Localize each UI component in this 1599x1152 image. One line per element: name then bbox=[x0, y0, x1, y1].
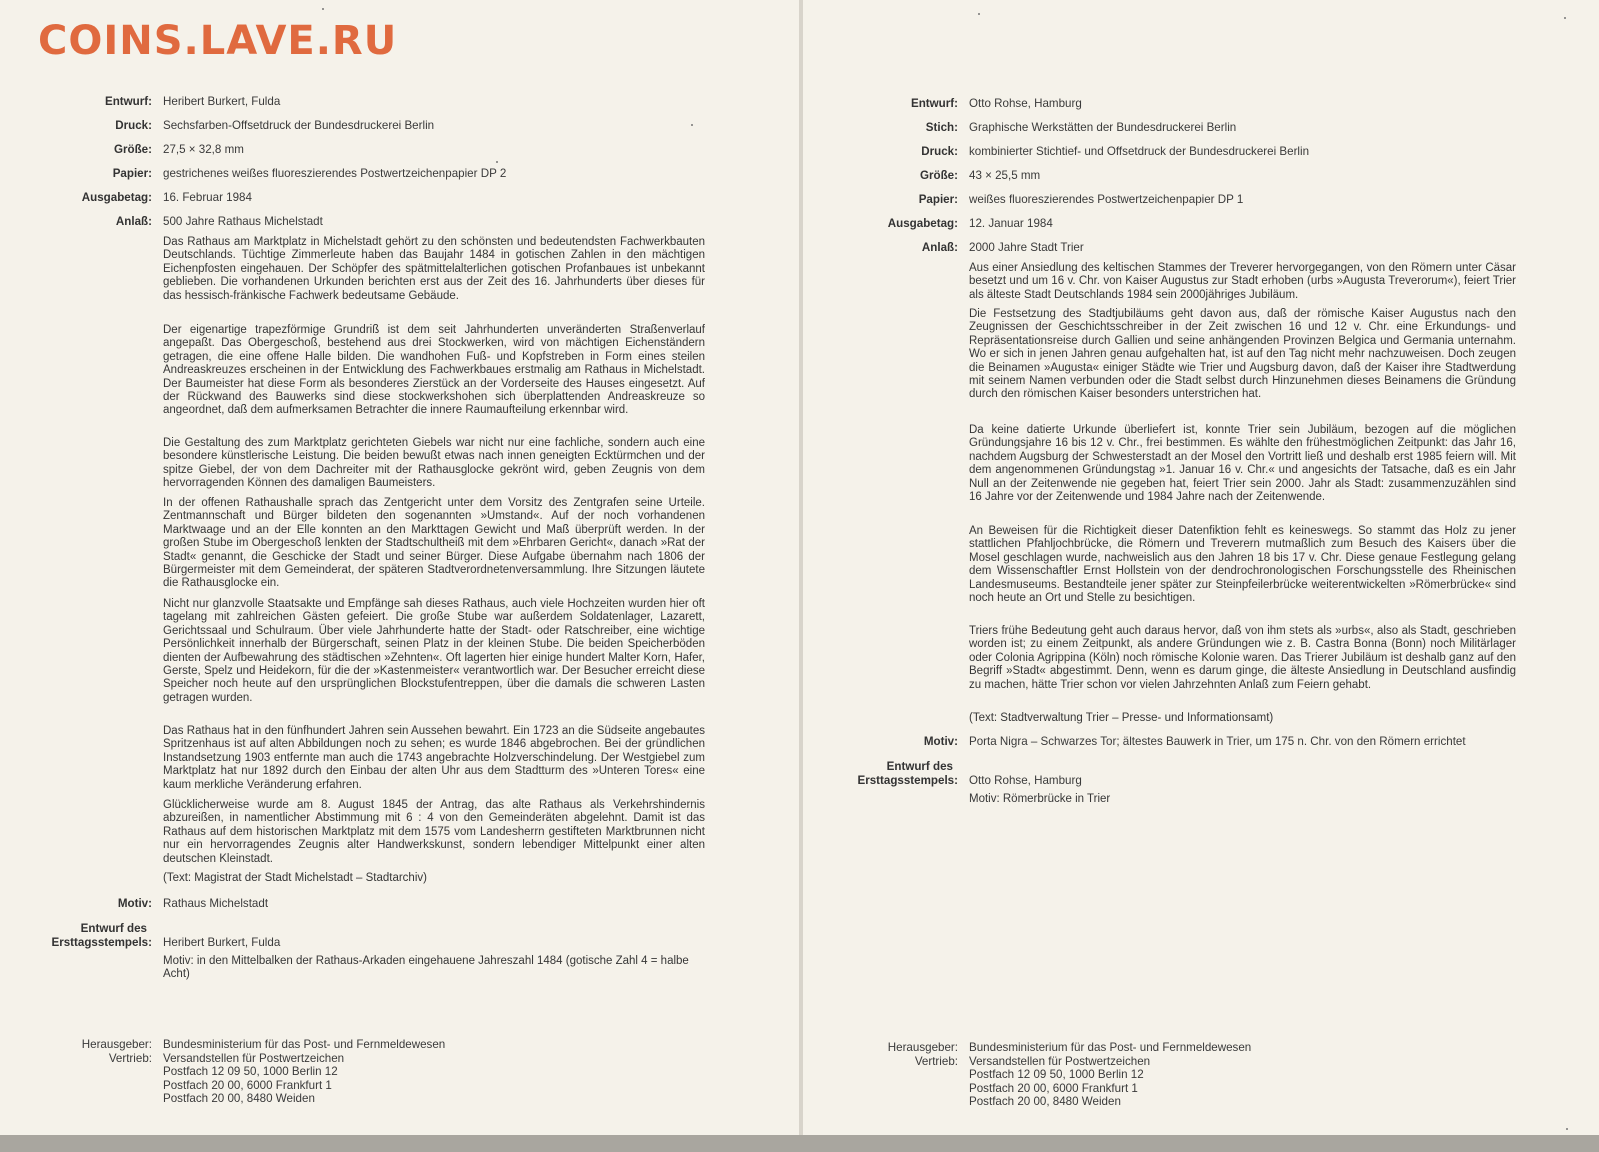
field-label: Entwurf: bbox=[910, 97, 958, 110]
footer-line: Versandstellen für Postwertzeichen bbox=[163, 1051, 345, 1065]
footer-line: Postfach 12 09 50, 1000 Berlin 12 bbox=[969, 1068, 1144, 1082]
paragraph: Da keine datierte Urkunde überliefert ist, konnte Trier sein Jubiläum, bezogen auf die möglichen Gründungsjahre 16 bis 12 v. Chr., frei bestimmen. Es wählte den frühestmöglichen Zeitpunkt: das Jahr 16, nachdem Augsburg der Schwesterstadt an der Mosel den Vortritt ließ und deshalb erst 1985 feiern will. Mit dem angenommenen Gründungstag »1. Januar 16 v. Chr.« und angesichts der Tatsache, daß es ein Jahr Null an der Zeitenwende nie gegeben hat, feiert Trier sein 2000. Jahr als Stadt: zusammenzuzählen sind 16 Jahre vor der Zeitenwende und 1984 Jahre nach der Zeitenwende. bbox=[969, 424, 1516, 504]
footer-line: Versandstellen für Postwertzeichen bbox=[969, 1054, 1151, 1068]
field-value: 43 × 25,5 mm bbox=[969, 169, 1041, 182]
paper-speck bbox=[1564, 17, 1566, 19]
herausgeber-label: Herausgeber: bbox=[81, 1038, 152, 1051]
footer-line: Postfach 20 00, 6000 Frankfurt 1 bbox=[969, 1081, 1138, 1095]
field-value: Porta Nigra – Schwarzes Tor; ältestes Bauwerk in Trier, um 175 n. Chr. von den Römern errichtet bbox=[969, 735, 1466, 748]
herausgeber-label: Herausgeber: bbox=[887, 1041, 958, 1054]
field-label: Größe: bbox=[113, 143, 152, 156]
paragraph: Glücklicherweise wurde am 8. August 1845 der Antrag, das alte Rathaus als Verkehrshindernis abzureißen, in namentlicher Abstimmung mit 6 : 4 von den Gemeinderäten abgelehnt. Damit ist das Rathaus auf dem historischen Marktplatz mit dem 1575 vom Landesherrn gestifteten Marktbrunnen nicht nur ein hervorragendes Zeugnis alter Handwerkskunst, sondern lebendiger Mittelpunkt einer alten deutschen Kleinstadt. bbox=[163, 799, 705, 865]
vertrieb-label: Vertrieb: bbox=[108, 1051, 152, 1065]
footer-line: Postfach 20 00, 8480 Weiden bbox=[969, 1095, 1121, 1109]
paragraph: Triers frühe Bedeutung geht auch daraus hervor, daß von ihm stets als »urbs«, also als Stadt, geschrieben worden ist; zu einem Zeitpunkt, als andere Gründungen wie z. B. Castra Bonna (Bonn) noch Militärlager oder Colonia Agrippina (Köln) noch römische Kolonie waren. Das Trierer Jubiläum ist deshalb ganz auf den Begriff »Stadt« abgestimmt. Denn, wenn es darum ginge, die älteste Ansiedlung in Deutschland ausfindig zu machen, hätte Trier schon vor vielen Jahrzehnten Anlaß zum Feiern gehabt. bbox=[969, 625, 1516, 691]
field-value: Rathaus Michelstadt bbox=[163, 897, 269, 910]
paragraph: Die Gestaltung des zum Marktplatz gerichteten Giebels war nicht nur eine fachliche, sondern auch eine besondere künstlerische Leistung. Die beiden bewußt etwas nach innen geneigten Ecktürmchen und der spitze Giebel, der von dem Dachreiter mit der Rathausglocke gekrönt wird, geben Zeugnis von dem hervorragenden Können des damaligen Baumeisters. bbox=[163, 437, 705, 490]
field-value: 2000 Jahre Stadt Trier bbox=[969, 241, 1084, 254]
field-value: Otto Rohse, Hamburg bbox=[969, 97, 1082, 110]
field-value: 500 Jahre Rathaus Michelstadt bbox=[163, 215, 323, 228]
field-label: Druck: bbox=[921, 145, 958, 158]
footer-line: Postfach 12 09 50, 1000 Berlin 12 bbox=[163, 1065, 338, 1079]
stempel-label-line2: Ersttagsstempels: bbox=[51, 936, 152, 949]
paper-speck bbox=[978, 13, 980, 15]
stempel-label-line1: Entwurf des bbox=[80, 922, 147, 935]
source-note: (Text: Stadtverwaltung Trier – Presse- und Informationsamt) bbox=[969, 712, 1274, 724]
field-label: Anlaß: bbox=[921, 241, 958, 254]
stempel-label-line1: Entwurf des bbox=[886, 760, 953, 773]
stempel-label-line2: Ersttagsstempels: bbox=[857, 774, 958, 787]
field-value: 27,5 × 32,8 mm bbox=[163, 143, 244, 156]
field-value: 12. Januar 1984 bbox=[969, 217, 1053, 230]
footer-line: Postfach 20 00, 6000 Frankfurt 1 bbox=[163, 1078, 332, 1092]
paper-speck bbox=[691, 124, 693, 126]
field-label: Druck: bbox=[115, 119, 152, 132]
stempel-value: Heribert Burkert, Fulda bbox=[163, 936, 281, 949]
field-label: Entwurf: bbox=[104, 95, 152, 108]
field-value: weißes fluoreszierendes Postwertzeichenpapier DP 1 bbox=[969, 193, 1244, 206]
field-label: Motiv: bbox=[117, 897, 152, 910]
paragraph: Der eigenartige trapezförmige Grundriß ist dem seit Jahrhunderten unveränderten Straßenverlauf angepaßt. Das Obergeschoß, bestehend aus drei Stockwerken, wird von mächtigen Eichenständern getragen, die eine offene Halle bilden. Die wandhohen Fuß- und Kopfstreben in Form eines steilen Andreaskreuzes erscheinen in der Entwicklung des Fachwerkbaues erstmalig am Rathaus in Michelstadt. Der Baumeister hat diese Form als besonderes Zierstück an der Vorderseite des Hauses eingesetzt. Auf der Rückwand des Bauwerks sind diese stockwerkshohen sich überplattenden Andreaskreuze so angeordnet, daß dem aufmerksamen Betrachter die innere Raumaufteilung erkennbar wird. bbox=[163, 324, 705, 417]
paragraph: Die Festsetzung des Stadtjubiläums geht davon aus, daß der römische Kaiser Augustus nach den Zeugnissen der Geschichtsschreiber in der Zeit zwischen 16 und 12 v. Chr. eine Erkundungs- und Repräsentationsreise durch Gallien und seine anhängenden Provinzen Belgica und Germania unternahm. Wo er sich in jenen Jahren genau aufgehalten hat, ist auf den Tag nicht mehr nachzuweisen. Doch zeugen die Beinamen »Augusta« einiger Städte wie Trier und Augsburg davon, daß der Kaiser ihre Stadtwerdung mit seinem Namen verbunden oder die Stadt selbst durch Hinzunehmen dieses Beinamens die Gründung durch den römischen Kaiser besonders unterstrichen hat. bbox=[969, 308, 1516, 401]
paragraph: In der offenen Rathaushalle sprach das Zentgericht unter dem Vorsitz des Zentgrafen seine Urteile. Zentmannschaft und Bürger bildeten den sogenannten »Umstand«. Auf der noch vorhandenen Marktwaage und an der Elle konnten an den Markttagen Gewicht und Maß überprüft werden. In der großen Stube im Obergeschoß lenkten der Stadtschultheiß mit dem »Ehrbaren Gericht«, danach »Rat der Stadt« genannt, die Geschicke der Stadt und seiner Bürger. Diese Aufgabe übernahm nach 1806 der Bürgermeister mit dem Gemeinderat, der späteren Stadtverordnetenversammlung. Ihre Sitzungen läutete die Rathausglocke ein. bbox=[163, 497, 705, 590]
field-label: Größe: bbox=[919, 169, 958, 182]
vertrieb-label: Vertrieb: bbox=[914, 1054, 958, 1068]
stempel-motiv: Motiv: Römerbrücke in Trier bbox=[969, 793, 1111, 805]
stempel-motiv: Motiv: in den Mittelbalken der Rathaus-Arkaden eingehauene Jahreszahl 1484 (gotische Zahl 4 = halbe Acht) bbox=[163, 955, 689, 981]
field-label: Papier: bbox=[918, 193, 958, 206]
field-value: 16. Februar 1984 bbox=[163, 191, 252, 204]
field-value: Heribert Burkert, Fulda bbox=[163, 95, 281, 108]
field-value: Sechsfarben-Offsetdruck der Bundesdruckerei Berlin bbox=[163, 119, 435, 132]
field-value: kombinierter Stichtief- und Offsetdruck der Bundesdruckerei Berlin bbox=[969, 145, 1310, 158]
field-label: Papier: bbox=[112, 167, 152, 180]
paragraph: Das Rathaus am Marktplatz in Michelstadt gehört zu den schönsten und bedeutendsten Fachwerkbauten Deutschlands. Tüchtige Zimmerleute haben das Baujahr 1484 in gotischen Zahlen in den mächtigen Eichenpfosten eingehauen. Der Schöpfer des spätmittelalterlichen gotischen Profanbaues ist unbekannt geblieben. Die vorhandenen Urkunden berichten erst aus der Zeit des 16. Jahrhunderts über dieses für das hessisch-fränkische Fachwerk bedeutsame Gebäude. bbox=[163, 236, 705, 302]
source-note: (Text: Magistrat der Stadt Michelstadt – Stadtarchiv) bbox=[163, 872, 427, 884]
right-document-page bbox=[803, 0, 1599, 1135]
footer-line: Bundesministerium für das Post- und Fernmeldewesen bbox=[163, 1038, 446, 1051]
left-document-page bbox=[0, 0, 799, 1135]
field-label: Ausgabetag: bbox=[887, 217, 958, 230]
paper-speck bbox=[322, 8, 324, 10]
scan-bottom-edge bbox=[0, 1135, 1599, 1152]
field-label: Stich: bbox=[925, 121, 958, 134]
stempel-value: Otto Rohse, Hamburg bbox=[969, 774, 1082, 787]
paragraph: An Beweisen für die Richtigkeit dieser Datenfiktion fehlt es keineswegs. So stammt das Holz zu jener stattlichen Pfahljochbrücke, die Römern und Treverern mutmaßlich zum Besuch des Kaisers über die Mosel geschlagen wurde, nachweislich aus den Jahren 18 bis 17 v. Chr. Diese genaue Festlegung gelang dem Wissenschaftler Ernst Hollstein von der dendrochronologischen Forschungsstelle des Rheinischen Landesmuseums. Bestandteile jener später zur Steinpfeilerbrücke weiterentwickelten »Römerbrücke« sind noch heute an Ort und Stelle zu besichtigen. bbox=[969, 525, 1516, 605]
paper-speck bbox=[496, 161, 498, 163]
paragraph: Aus einer Ansiedlung des keltischen Stammes der Treverer hervorgegangen, von den Römern unter Cäsar besetzt und um 16 v. Chr. von Kaiser Augustus zur Stadt erhoben (urbs »Augusta Treverorum«), feiert Trier als älteste Stadt Deutschlands 1984 sein 2000jähriges Jubiläum. bbox=[969, 262, 1516, 301]
paper-speck bbox=[1566, 1128, 1568, 1130]
field-label: Anlaß: bbox=[115, 215, 152, 228]
field-value: Graphische Werkstätten der Bundesdruckerei Berlin bbox=[969, 121, 1237, 134]
field-value: gestrichenes weißes fluoreszierendes Postwertzeichenpapier DP 2 bbox=[163, 167, 507, 180]
watermark: COINS.LAVE.RU bbox=[38, 18, 398, 64]
field-label: Ausgabetag: bbox=[81, 191, 152, 204]
paragraph: Das Rathaus hat in den fünfhundert Jahren sein Aussehen bewahrt. Ein 1723 an die Südseite angebautes Spritzenhaus ist auf alten Abbildungen noch zu sehen; es wurde 1846 abgebrochen. Bei der gründlichen Instandsetzung 1903 entfernte man auch die 1743 angebrachte Holzverschindelung. Der Westgiebel zum Marktplatz hat nur 1892 durch den Einbau der alten Uhr aus dem Stadtturm des »Unteren Tores« eine kaum merkliche Veränderung erfahren. bbox=[163, 725, 705, 791]
paragraph: Nicht nur glanzvolle Staatsakte und Empfänge sah dieses Rathaus, auch viele Hochzeiten wurden hier oft tagelang mit zahlreichen Gästen gefeiert. Die große Stube war außerdem Soldatenlager, Lazarett, Gerichtssaal und Schulraum. Über viele Jahrhunderte hatte der Stadt- oder Ratschreiber, eine wichtige Persönlichkeit innerhalb der Bürgerschaft, seinen Platz in der kleinen Stube. Die beiden Speicherböden dienten der Aufbewahrung des städtischen »Zehnten«. Oft lagerten hier einige hundert Malter Korn, Hafer, Gerste, Spelz und Heidekorn, für die der »Kastenmeister« verantwortlich war. Der Besucher erreicht diese Speicher noch heute auf den ursprünglichen Blockstufentreppen, über die damals die schweren Lasten getragen wurden. bbox=[163, 598, 705, 704]
footer-line: Bundesministerium für das Post- und Fernmeldewesen bbox=[969, 1041, 1252, 1054]
footer-line: Postfach 20 00, 8480 Weiden bbox=[163, 1092, 315, 1106]
field-label: Motiv: bbox=[923, 735, 958, 748]
